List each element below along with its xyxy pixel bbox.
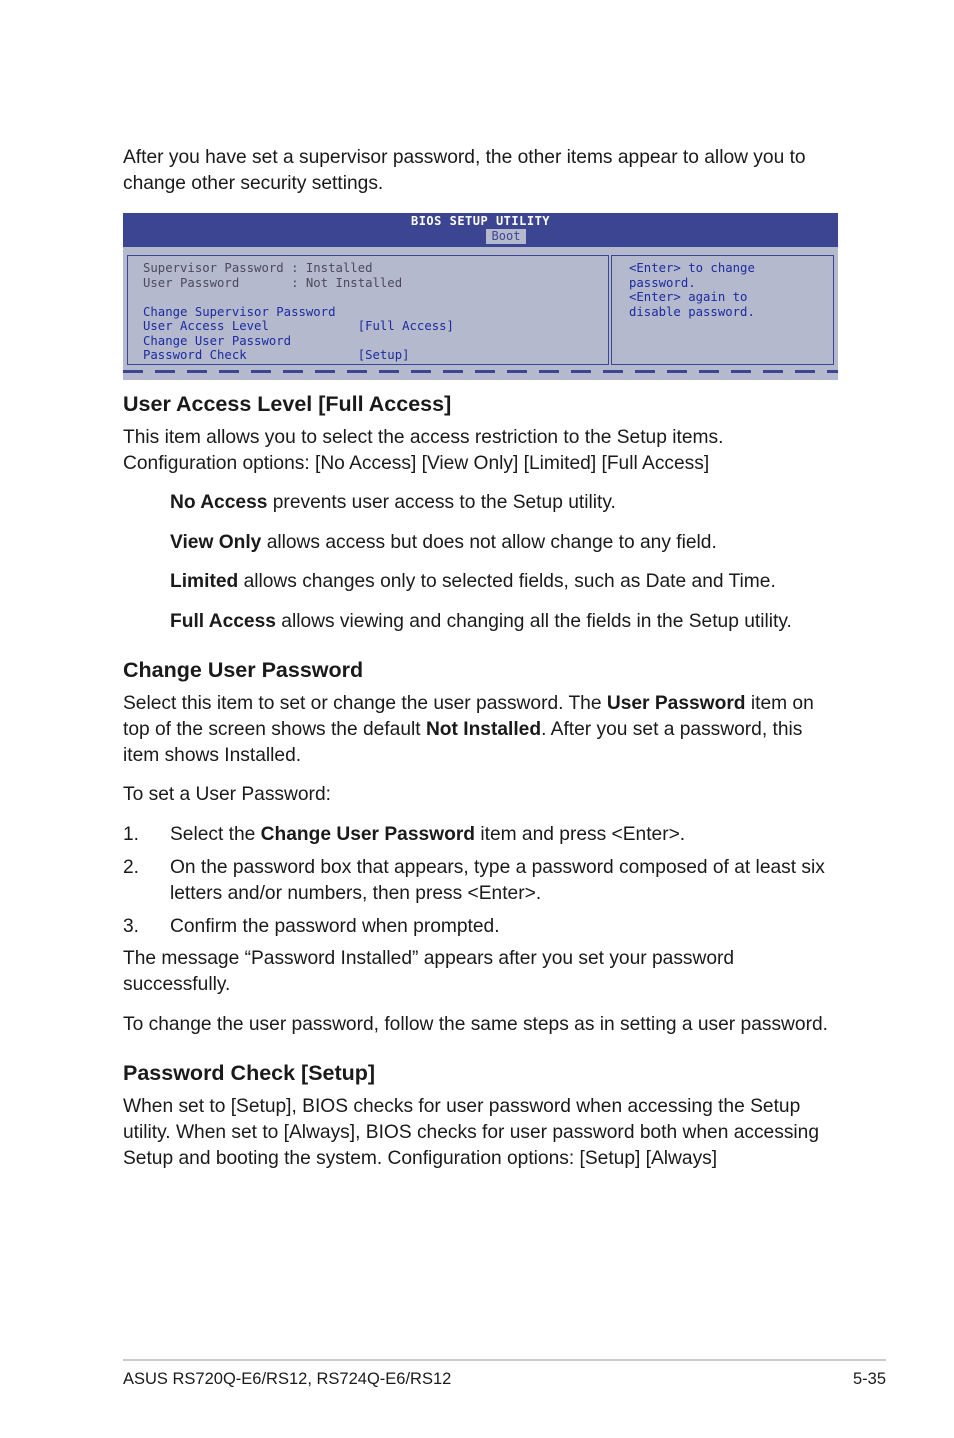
- section2-line-2: [123, 717, 843, 743]
- option-limited: [170, 569, 850, 595]
- bios-change-supervisor-password[interactable]: Change Supervisor Password: [143, 304, 336, 319]
- heading-user-access-level: User Access Level [Full Access]: [123, 392, 452, 416]
- heading-change-user-password: Change User Password: [123, 658, 364, 682]
- step-number: 2.: [123, 857, 140, 878]
- bios-help-line: <Enter> to change: [629, 261, 755, 275]
- bios-settings-panel: [127, 255, 609, 365]
- section2-line-3: item shows Installed.: [123, 745, 302, 766]
- bold-run: User Password: [606, 693, 746, 714]
- bold-run: Not Installed: [425, 719, 542, 740]
- bios-help-line: <Enter> again to: [629, 290, 748, 304]
- heading-password-check: Password Check [Setup]: [123, 1061, 376, 1085]
- bios-supervisor-password-line: Supervisor Password : Installed: [143, 261, 373, 275]
- bios-user-access-level[interactable]: User Access Level [Full Access]: [143, 319, 454, 333]
- text-run: Select the: [170, 824, 261, 845]
- bios-help-panel: [611, 255, 834, 365]
- bios-title: BIOS SETUP UTILITY: [410, 214, 551, 228]
- bios-bottom-dashes: [123, 370, 838, 373]
- bios-user-password-line: User Password : Not Installed: [143, 275, 403, 290]
- change-password-note: To change the user password, follow the same steps as in setting a user password.: [123, 1014, 828, 1035]
- bios-header: [123, 213, 838, 247]
- step-2-line-2: letters and/or numbers, then press <Enter>.: [170, 883, 542, 904]
- option-desc: allows changes only to selected fields, such as Date and Time.: [238, 571, 776, 592]
- option-term: No Access: [170, 492, 268, 513]
- intro-line-2: change other security settings.: [123, 173, 384, 194]
- option-term: Limited: [170, 571, 239, 592]
- option-no-access: [170, 490, 850, 516]
- step-number: 3.: [123, 916, 140, 937]
- intro-line-1: After you have set a supervisor password, the other items appear to allow you to: [123, 147, 806, 168]
- step-2-line-1: On the password box that appears, type a password composed of at least six: [170, 857, 825, 878]
- to-set-user-password: To set a User Password:: [123, 784, 331, 805]
- bios-password-check[interactable]: Password Check [Setup]: [143, 348, 410, 362]
- text-run: top of the screen shows the default: [123, 719, 426, 740]
- option-view-only: [170, 530, 850, 556]
- section1-line-1: This item allows you to select the access restriction to the Setup items.: [123, 427, 724, 448]
- bios-tab-boot: Boot: [486, 229, 526, 244]
- text-run: . After you set a password, this: [541, 719, 803, 740]
- section3-line-2: utility. When set to [Always], BIOS checks for user password both when accessing: [123, 1122, 820, 1143]
- section3-line-1: When set to [Setup], BIOS checks for user password when accessing the Setup: [123, 1096, 801, 1117]
- option-desc: allows access but does not allow change to any field.: [261, 532, 717, 553]
- text-run: item and press <Enter>.: [475, 824, 686, 845]
- bios-help-line: password.: [629, 275, 696, 290]
- bios-help-line: disable password.: [629, 304, 755, 319]
- option-desc: prevents user access to the Setup utility.: [267, 492, 616, 513]
- bios-change-user-password[interactable]: Change User Password: [143, 333, 292, 348]
- option-full-access: [170, 609, 850, 635]
- step-1: [170, 822, 850, 848]
- text-run: item on: [745, 693, 814, 714]
- text-run: Select this item to set or change the user password. The: [123, 693, 607, 714]
- footer-page-number: 5-35: [852, 1370, 886, 1388]
- step-3: Confirm the password when prompted.: [170, 916, 500, 937]
- bios-screenshot: [123, 213, 838, 380]
- option-term: Full Access: [170, 611, 276, 632]
- bold-run: Change User Password: [260, 824, 476, 845]
- message-line-1: The message “Password Installed” appears after you set your password: [123, 948, 735, 969]
- footer-divider: [123, 1359, 886, 1361]
- footer-model: ASUS RS720Q-E6/RS12, RS724Q-E6/RS12: [123, 1370, 452, 1388]
- option-term: View Only: [170, 532, 262, 553]
- section1-line-2: Configuration options: [No Access] [View Only] [Limited] [Full Access]: [123, 453, 710, 474]
- section3-line-3: Setup and booting the system. Configuration options: [Setup] [Always]: [123, 1148, 718, 1169]
- step-number: 1.: [123, 824, 140, 845]
- option-desc: allows viewing and changing all the fields in the Setup utility.: [275, 611, 792, 632]
- section2-line-1: [123, 691, 843, 717]
- message-line-2: successfully.: [123, 974, 231, 995]
